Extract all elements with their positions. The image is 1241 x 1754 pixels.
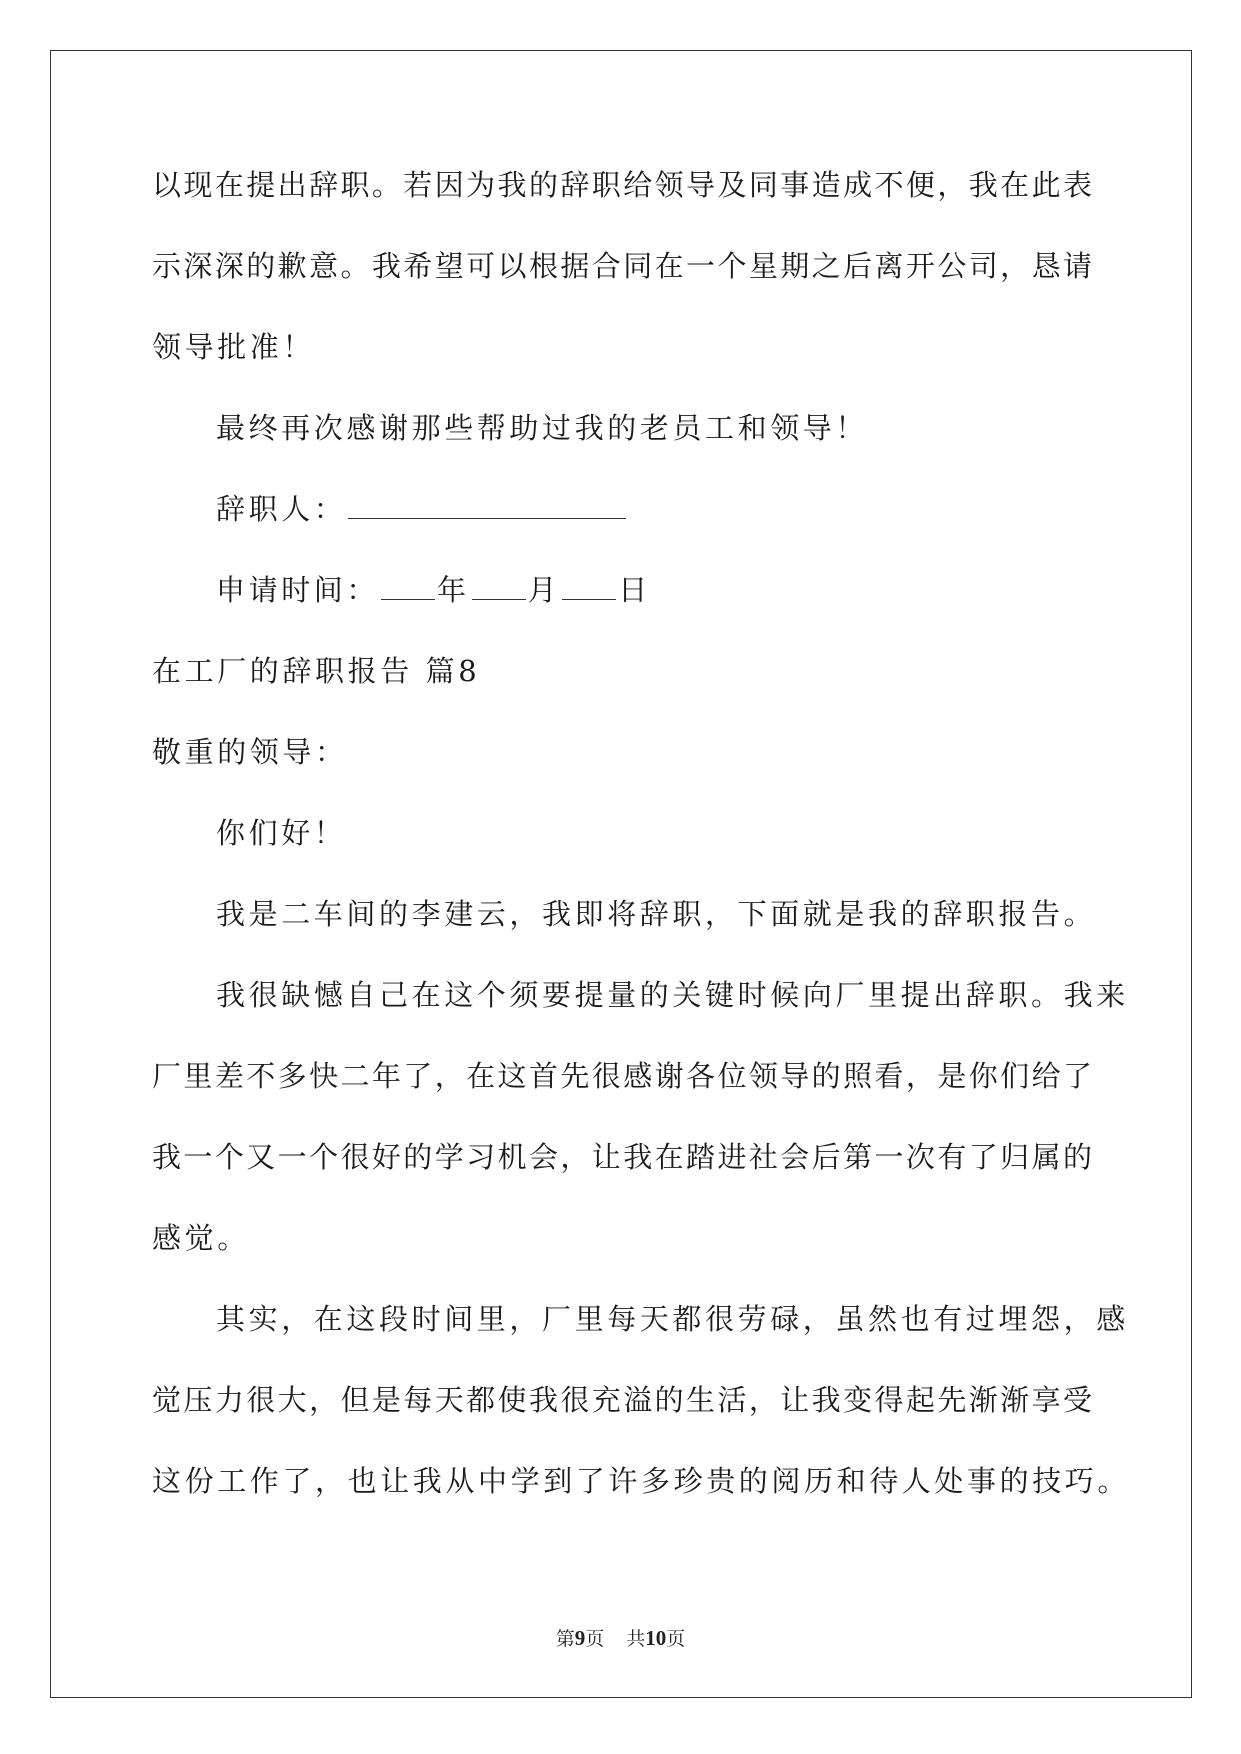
day-blank [562, 571, 616, 600]
footer-total-unit: 页 [666, 1628, 686, 1650]
page-number: 9 [574, 1626, 586, 1650]
section-title: 在工厂的辞职报告 篇8 [152, 654, 481, 688]
date-line [152, 564, 1092, 645]
paragraph-line: 厂里差不多快二年了，在这首先很感谢各位领导的照看，是你们给了 [152, 1059, 1092, 1093]
paragraph-line: 感觉。 [152, 1221, 250, 1255]
total-pages: 10 [645, 1626, 667, 1650]
date-label: 申请时间： [216, 573, 380, 607]
intro-line: 我是二车间的李建云，我即将辞职，下面就是我的辞职报告。 [216, 897, 1097, 931]
greeting: 你们好！ [216, 816, 347, 850]
footer-total-prefix: 共 [626, 1628, 646, 1650]
paragraph-line: 以现在提出辞职。若因为我的辞职给领导及同事造成不便，我在此表 [152, 168, 1092, 202]
resigner-line [152, 483, 1092, 564]
year-blank [381, 571, 435, 600]
document-body [152, 159, 1131, 1536]
month-label: 月 [527, 573, 561, 607]
paragraph-line: 领导批准！ [152, 330, 316, 364]
year-label: 年 [437, 573, 470, 607]
resigner-label: 辞职人： [216, 492, 347, 526]
salutation: 敬重的领导： [152, 735, 348, 769]
resigner-blank [348, 490, 626, 519]
paragraph-line: 我很缺憾自己在这个须要提量的关键时候向厂里提出辞职。我来 [216, 978, 1129, 1012]
paragraph-line: 最终再次感谢那些帮助过我的老员工和领导！ [216, 411, 869, 445]
paragraph-line: 我一个又一个很好的学习机会，让我在踏进社会后第一次有了归属的 [152, 1140, 1092, 1174]
paragraph-line: 觉压力很大，但是每天都使我很充溢的生活，让我变得起先渐渐享受 [152, 1383, 1092, 1417]
footer-prefix: 第 [555, 1628, 575, 1650]
paragraph-line: 这份工作了，也让我从中学到了许多珍贵的阅历和待人处事的技巧。 [152, 1464, 1131, 1498]
paragraph-line: 其实，在这段时间里，厂里每天都很劳碌，虽然也有过埋怨，感 [216, 1302, 1129, 1336]
day-label: 日 [618, 573, 651, 607]
page-footer [0, 1624, 1241, 1651]
footer-page-unit: 页 [585, 1628, 605, 1650]
paragraph-line: 示深深的歉意。我希望可以根据合同在一个星期之后离开公司，恳请 [152, 249, 1092, 283]
month-blank [472, 571, 526, 600]
